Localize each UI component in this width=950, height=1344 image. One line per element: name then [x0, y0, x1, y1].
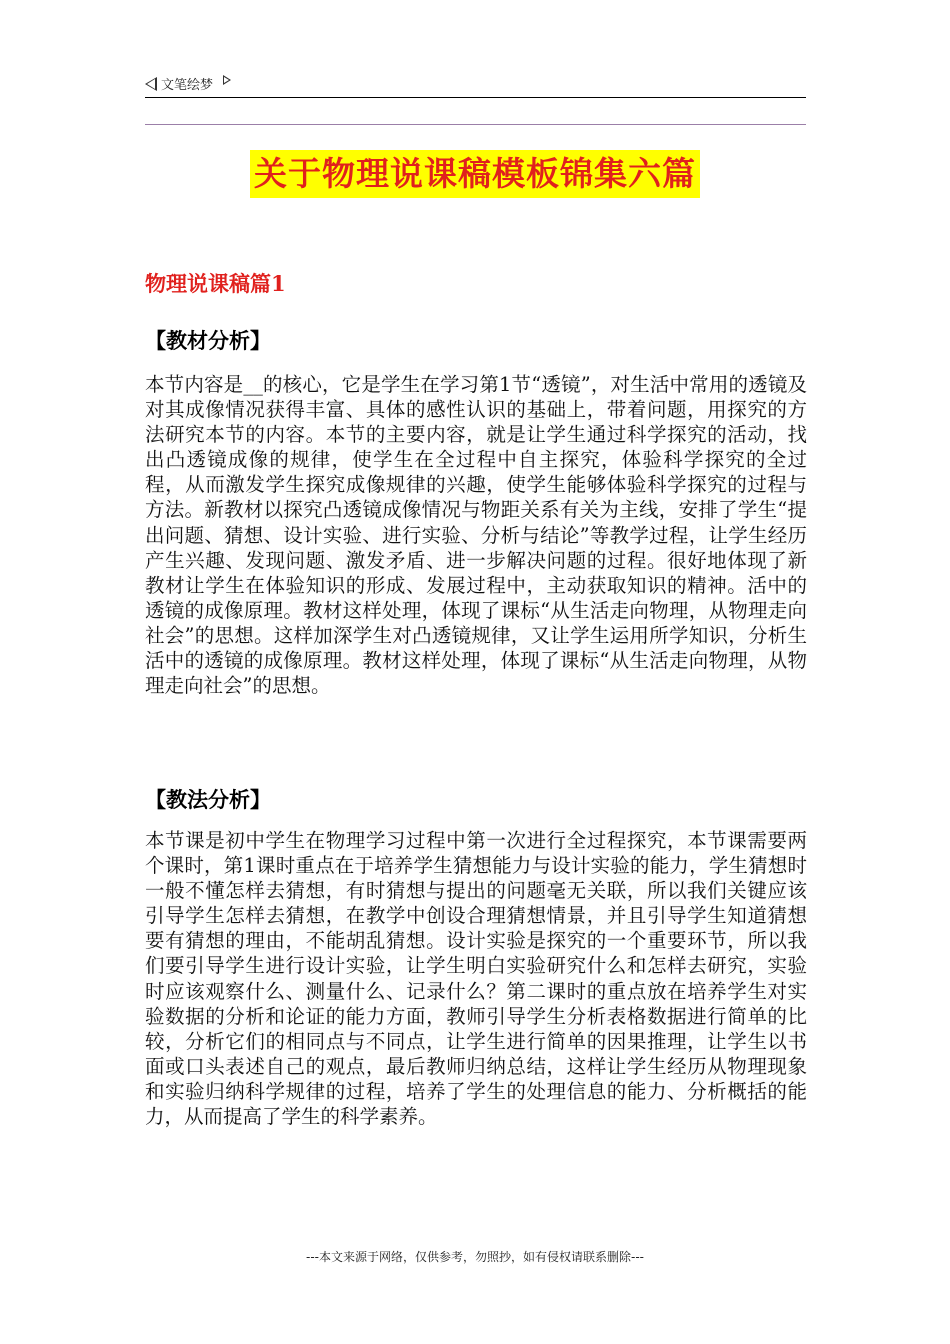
page-footer: ---本文来源于网络，仅供参考，勿照抄，如有侵权请联系删除--- [306, 1250, 644, 1264]
title-divider [145, 124, 806, 125]
section-title: 物理说课稿篇1 [145, 271, 286, 296]
document-title: 关于物理说课稿模板锦集六篇 [250, 150, 700, 198]
page-header [145, 74, 231, 93]
heading-textbook-analysis: 【教材分析】 [145, 328, 271, 353]
heading-teaching-method: 【教法分析】 [145, 787, 271, 812]
paragraph-textbook-analysis: 本节内容是__的核心，它是学生在学习第1节“透镜”，对生活中常用的透镜及对其成像情况获得丰富、具体的感性认识的基础上，带着问题，用探究的方法研究本节的内容。本节的主要内容，就是让学生通过科学探究的活动，找出凸透镜成像的规律，使学生在全过程中自主探究，体验科学探究的全过程，从而激发学生探究成像规律的兴趣，使学生能够体验科学探究的过程与方法。新教材以探究凸透镜成像情况与物距关系有关为主线，安排了学生“提出问题、猜想、设计实验、进行实验、分析与结论”等教学过程，让学生经历产生兴趣、发现问题、激发矛盾、进一步解决问题的过程。很好地体现了新教材让学生在体验知识的形成、发展过程中，主动获取知识的精神。活中的透镜的成像原理。教材这样处理，体现了课标“从生活走向物理，从物理走向社会”的思想。这样加深学生对凸透镜规律，又让学生运用所学知识，分析生活中的透镜的成像原理。教材这样处理，体现了课标“从生活走向物理，从物理走向社会”的思想。 [145, 373, 807, 698]
right-triangle-icon [223, 75, 231, 85]
header-divider [145, 97, 806, 98]
left-triangle-icon [145, 77, 157, 91]
brand-label: 文笔绘梦 [161, 78, 214, 93]
paragraph-teaching-method: 本节课是初中学生在物理学习过程中第一次进行全过程探究，本节课需要两个课时，第1课时重点在于培养学生猜想能力与设计实验的能力，学生猜想时一般不懂怎样去猜想，有时猜想与提出的问题毫无关联，所以我们关键应该引导学生怎样去猜想，在教学中创设合理猜想情景，并且引导学生知道猜想要有猜想的理由，不能胡乱猜想。设计实验是探究的一个重要环节，所以我们要引导学生进行设计实验，让学生明白实验研究什么和怎样去研究，实验时应该观察什么、测量什么、记录什么？第二课时的重点放在培养学生对实验数据的分析和论证的能力方面，教师引导学生分析表格数据进行简单的比较，分析它们的相同点与不同点，让学生进行简单的因果推理，让学生以书面或口头表述自己的观点，最后教师归纳总结，这样让学生经历从物理现象和实验归纳科学规律的过程，培养了学生的处理信息的能力、分析概括的能力，从而提高了学生的科学素养。 [145, 829, 807, 1129]
title-container [0, 150, 950, 198]
